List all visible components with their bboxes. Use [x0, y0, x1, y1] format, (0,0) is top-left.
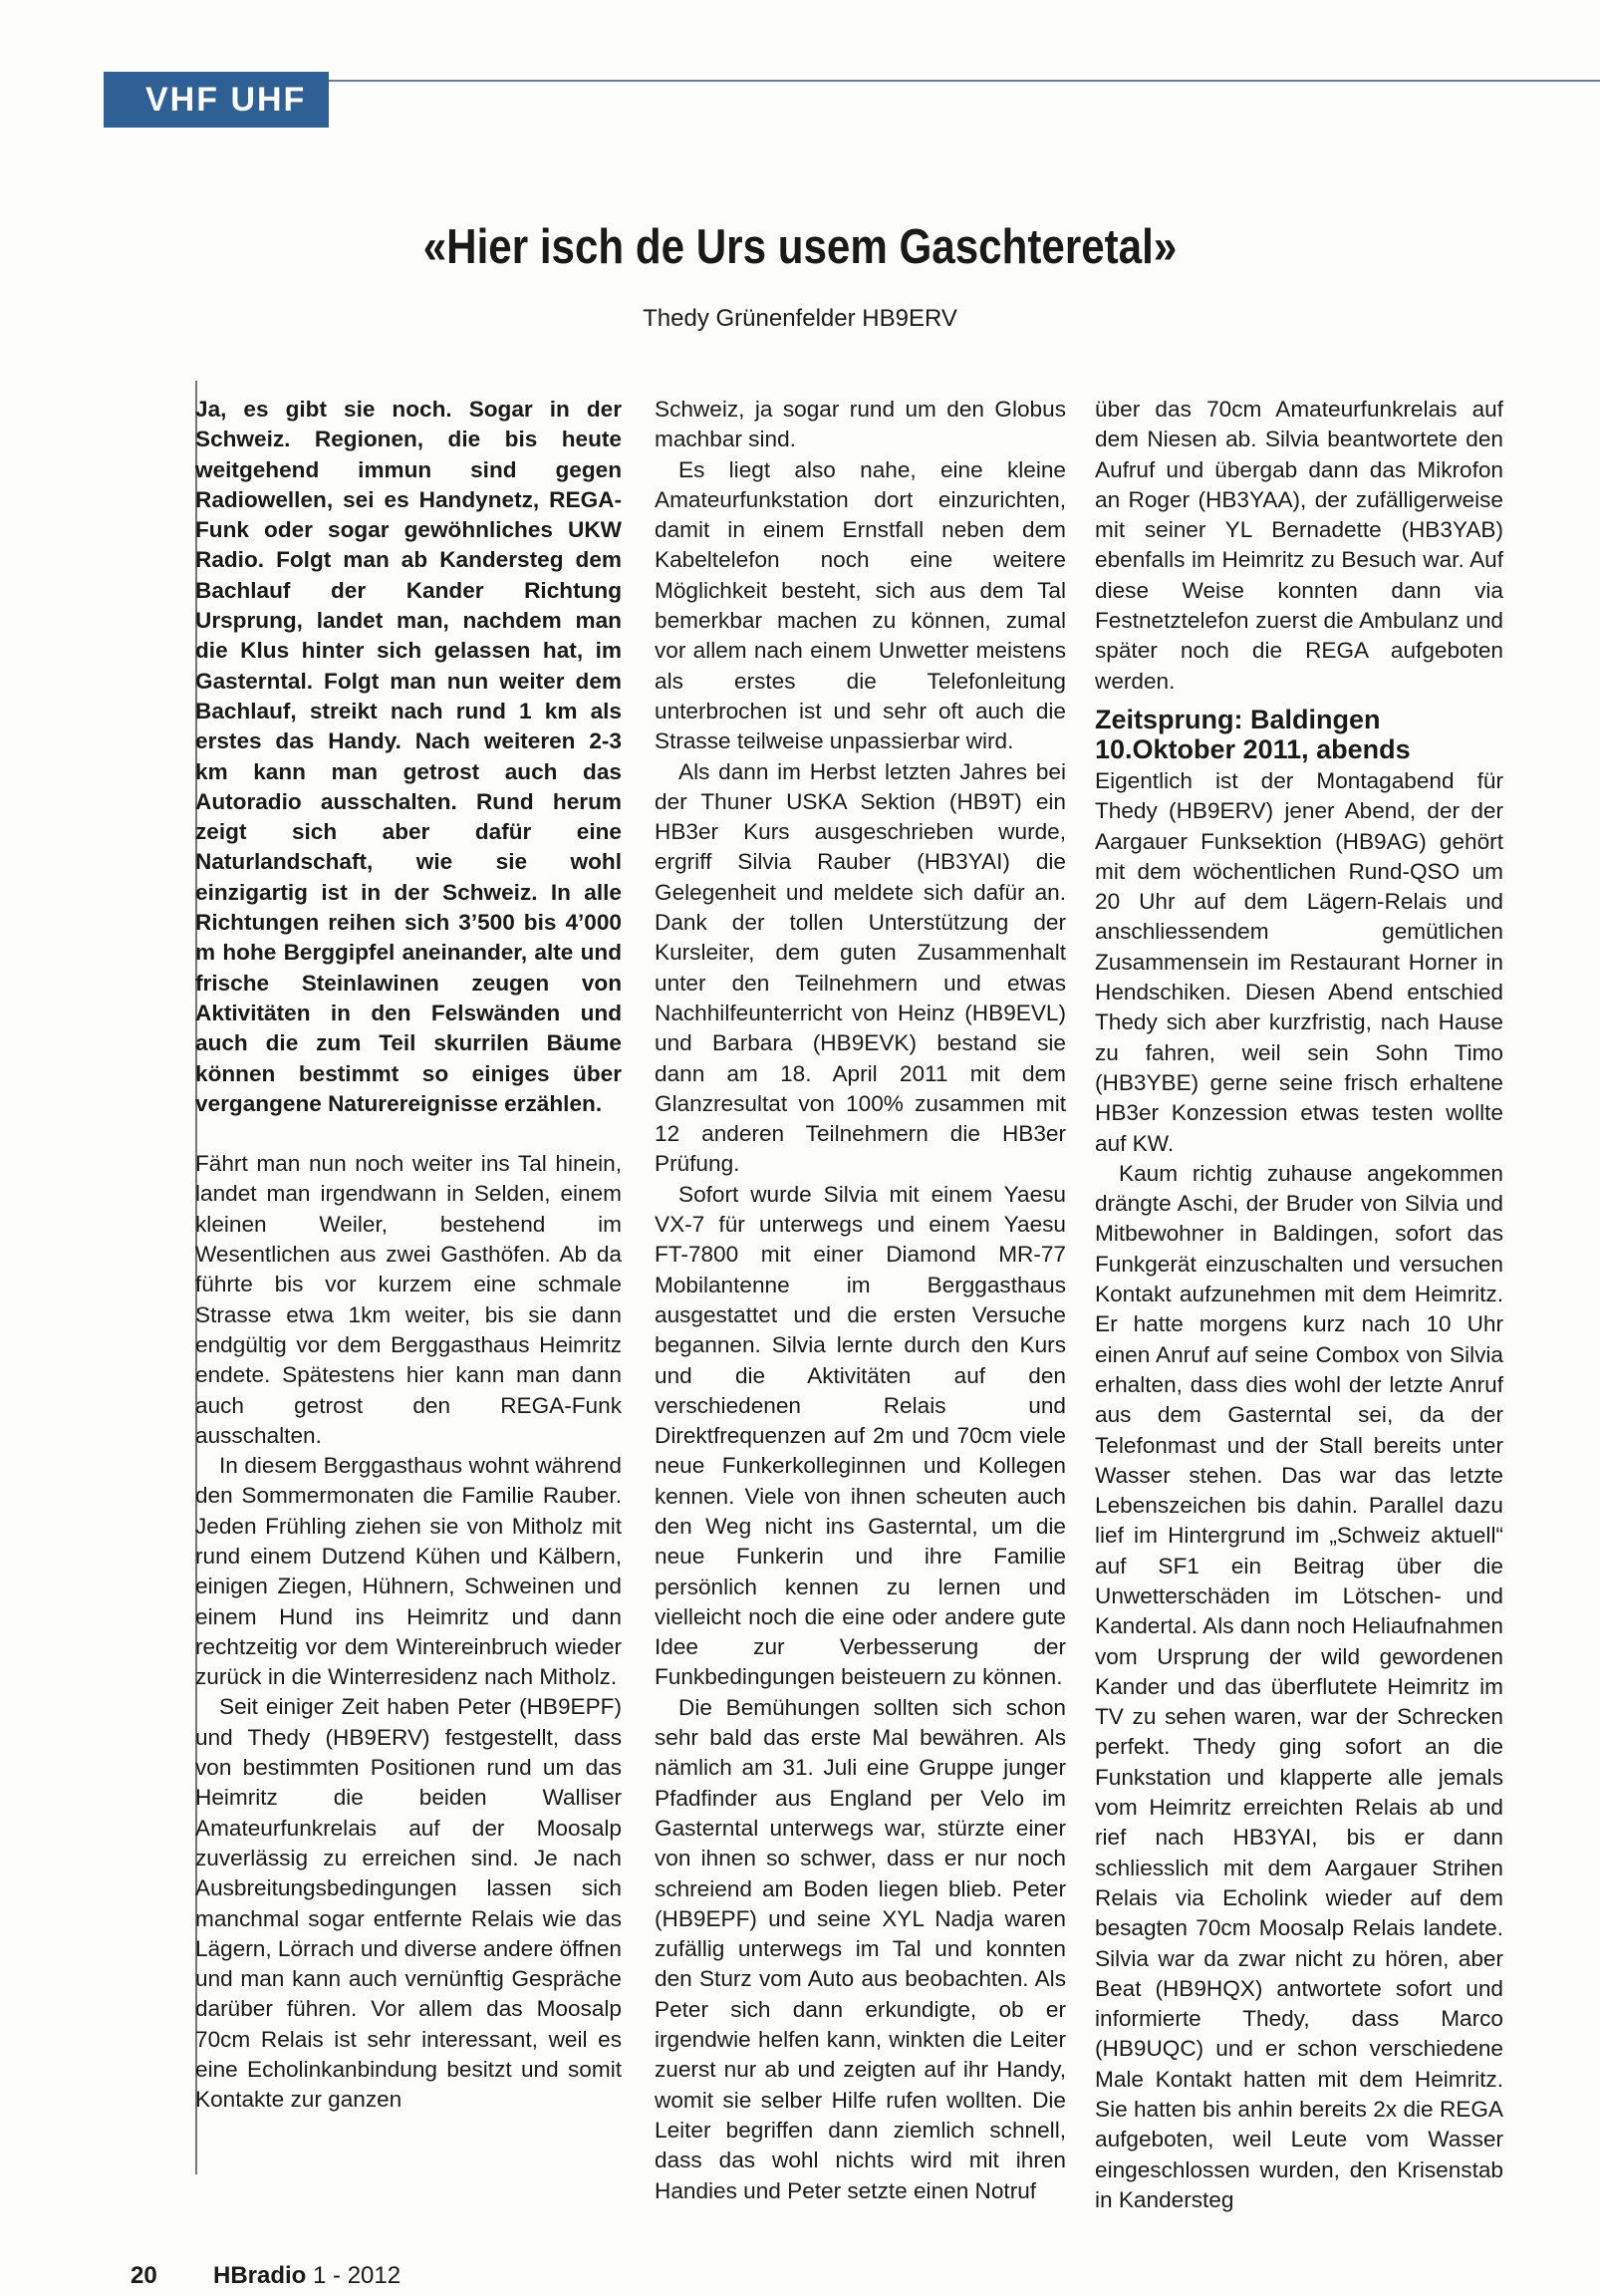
- column-2: [655, 395, 1066, 2206]
- publication-name: HBradio: [213, 2262, 307, 2289]
- paragraph: Die Bemühungen sollten sich schon sehr bald das erste Mal bewähren. Als nämlich am 31. Juli eine Gruppe junger Pfadfinder aus England per Velo im Gasterntal unterwegs war, stürzte einer von ihnen so schwer, dass er nur noch schreiend am Boden liegen blieb. Peter (HB9EPF) und seine XYL Nadja waren zufällig unterwegs im Tal und konnten den Sturz vom Auto aus beobachten. Als Peter sich dann erkundigte, ob er irgendwie helfen kann, winkten die Leiter zuerst nur ab und zeigten auf ihr Handy, womit sie selber Hilfe rufen wollten. Die Leiter begriffen dann ziemlich schnell, dass das wohl nichts wird mit ihren Handies und Peter setzte einen Notruf: [655, 1694, 1066, 2203]
- paragraph: Sofort wurde Silvia mit einem Yaesu VX-7 für unterwegs und einem Yaesu FT-7800 mit einer Diamond MR-77 Mobilantenne im Berggasthaus ausgestattet und die ersten Versuche begannen. Silvia lernte durch den Kurs und die Aktivitäten auf den verschiedenen Relais und Direktfrequenzen auf 2m und 70cm viele neue Funkerkolleginnen und Kollegen kennen. Viele von ihnen scheuten auch den Weg nicht ins Gasterntal, um die neue Funkerin und ihre Familie persönlich kennen zu lernen und vielleicht noch die eine oder andere gute Idee zur Verbesserung der Funkbedingungen beisteuern zu können.: [655, 1181, 1066, 1690]
- publication-info: [213, 2262, 400, 2290]
- paragraph: Fährt man nun noch weiter ins Tal hinein, landet man irgendwann in Selden, einem kleinen Weiler, bestehend im Wesentlichen aus zwei Gasthöfen. Ab da führte bis vor kurzem eine schmale Strasse etwa 1km weiter, bis sie dann endgültig vor dem Berggasthaus Heimritz endete. Spätestens hier kann man dann auch getrost den REGA-Funk ausschalten.: [195, 1151, 622, 1448]
- subheading: Zeitsprung: Baldingen 10.Oktober 2011, abends: [1095, 704, 1411, 764]
- column-1: [195, 395, 622, 2116]
- paragraph: Schweiz, ja sogar rund um den Globus machbar sind.: [655, 397, 1066, 452]
- paragraph: Seit einiger Zeit haben Peter (HB9EPF) und Thedy (HB9ERV) festgestellt, dass von bestimmten Positionen rund um das Heimritz die beiden Walliser Amateurfunkrelais auf der Moosalp zuverlässig zu erreichen sind. Je nach Ausbreitungsbedingungen lassen sich manchmal sogar entfernte Relais wie das Lägern, Lörrach und diverse andere öffnen und man kann auch vernünftig Gespräche darüber führen. Vor allem das Moosalp 70cm Relais ist sehr interessant, weil es eine Echolinkanbindung besitzt und somit Kontakte zur ganzen: [195, 1694, 622, 2113]
- paragraph: Eigentlich ist der Montagabend für Thedy (HB9ERV) jener Abend, der der Aargauer Funksektion (HB9AG) gehört mit dem wöchentlichen Rund-QSO um 20 Uhr auf dem Lägern-Relais und anschliessendem gemütlichen Zusammensein im Restaurant Horner in Hendschiken. Diesen Abend entschied Thedy sich aber kurzfristig, nach Hause zu fahren, weil sein Sohn Timo (HB3YBE) gerne seine frisch erhaltene HB3er Konzession etwas testen wollte auf KW.: [1095, 767, 1503, 1156]
- paragraph: über das 70cm Amateurfunkrelais auf dem Niesen ab. Silvia beantwortete den Aufruf und übergab dann das Mikrofon an Roger (HB3YAA), der zufälligerweise mit seiner YL Bernadette (HB3YAB) ebenfalls im Heimritz zu Besuch war. Auf diese Weise konnten dann via Festnetztelefon zuerst die Ambulanz und später noch die REGA aufgeboten werden.: [1095, 397, 1503, 694]
- article-author: Thedy Grünenfelder HB9ERV: [643, 305, 957, 332]
- paragraph: Kaum richtig zuhause angekommen drängte Aschi, der Bruder von Silvia und Mitbewohner in Baldingen, sofort das Funkgerät einzuschalten und versuchen Kontakt aufzunehmen mit dem Heimritz. Er hatte morgens kurz nach 10 Uhr einen Anruf auf seine Combox von Silvia erhalten, dass dies wohl der letzte Anruf aus dem Gasterntal sei, da der Telefonmast und der Stall bereits unter Wasser stehen. Das war das letzte Lebenszeichen bis dahin. Parallel dazu lief im Hintergrund im „Schweiz aktuell“ auf SF1 ein Beitrag über die Unwetterschäden im Lötschen- und Kandertal. Als dann noch Heliaufnahmen vom Ursprung der wild gewordenen Kander und das überflutete Heimritz im TV zu sehen waren, war der Schrecken perfekt. Thedy ging sofort an die Funkstation und klapperte alle jemals vom Heimritz erreichten Relais ab und rief nach HB3YAI, bis er dann schliesslich mit dem Aargauer Strihen Relais via Echolink wieder auf dem besagten 70cm Moosalp Relais landete. Silvia war da zwar nicht zu hören, aber Beat (HB9HQX) antwortete sofort und informierte Thedy, dass Marco (HB9UQC) und er schon verschiedene Male Kontakt hatten mit dem Heimritz. Sie hatten bis anhin bereits 2x die REGA aufgeboten, weil Leute vom Wasser eingeschlossen wurden, den Krisenstab in Kandersteg: [1095, 1160, 1503, 2212]
- issue: 1 - 2012: [313, 2262, 401, 2289]
- page-number: 20: [131, 2262, 157, 2289]
- paragraph: Als dann im Herbst letzten Jahres bei der Thuner USKA Sektion (HB9T) ein HB3er Kurs ausgeschrieben wurde, ergriff Silvia Rauber (HB3YAI) die Gelegenheit und meldete sich dafür an. Dank der tollen Unterstützung der Kursleiter, dem guten Zusammenhalt unter den Teilnehmern und etwas Nachhilfeunterricht von Heinz (HB9EVL) und Barbara (HB9EVK) bestand sie dann am 18. April 2011 mit dem Glanzresultat von 100% zusammen mit 12 anderen Teilnehmern die HB3er Prüfung.: [655, 758, 1066, 1177]
- lead-paragraph: Ja, es gibt sie noch. Sogar in der Schweiz. Regionen, die bis heute weitgehend immun sind gegen Radiowellen, sei es Handynetz, REGA-Funk oder sogar gewöhnliches UKW Radio. Folgt man ab Kandersteg dem Bachlauf der Kander Richtung Ursprung, landet man, nachdem man die Klus hinter sich gelassen hat, im Gasterntal. Folgt man nun weiter dem Bachlauf, streikt nach rund 1 km als erstes das Handy. Nach weiteren 2-3 km kann man getrost auch das Autoradio ausschalten. Rund herum zeigt sich aber dafür eine Naturlandschaft, wie sie wohl einzigartig ist in der Schweiz. In alle Richtungen reihen sich 3’500 bis 4’000 m hohe Berggipfel aneinander, alte und frische Steinlawinen zeugen von Aktivitäten in den Felswänden und auch die zum Teil skurrilen Bäume können bestimmt so einiges über vergangene Naturereignisse erzählen.: [195, 397, 622, 1116]
- section-label: VHF UHF: [104, 72, 329, 128]
- column-3: [1095, 395, 1503, 2215]
- paragraph: Es liegt also nahe, eine kleine Amateurfunkstation dort einzurichten, damit in einem Ernstfall neben dem Kabeltelefon noch eine weitere Möglichkeit besteht, sich aus dem Tal bemerkbar machen zu können, zumal vor allem nach einem Unwetter meistens als erstes die Telefonleitung unterbrochen ist und sehr oft auch die Strasse teilweise unpassierbar wird.: [655, 456, 1066, 754]
- paragraph: In diesem Berggasthaus wohnt während den Sommermonaten die Familie Rauber. Jeden Frühling ziehen sie von Mitholz mit rund einem Dutzend Kühen und Kälbern, einigen Ziegen, Hühnern, Schweinen und einem Hund ins Heimritz und dann rechtzeitig vor dem Wintereinbruch wieder zurück in die Winterresidenz nach Mitholz.: [195, 1453, 622, 1690]
- article-title: «Hier isch de Urs usem Gaschteretal»: [422, 220, 1178, 274]
